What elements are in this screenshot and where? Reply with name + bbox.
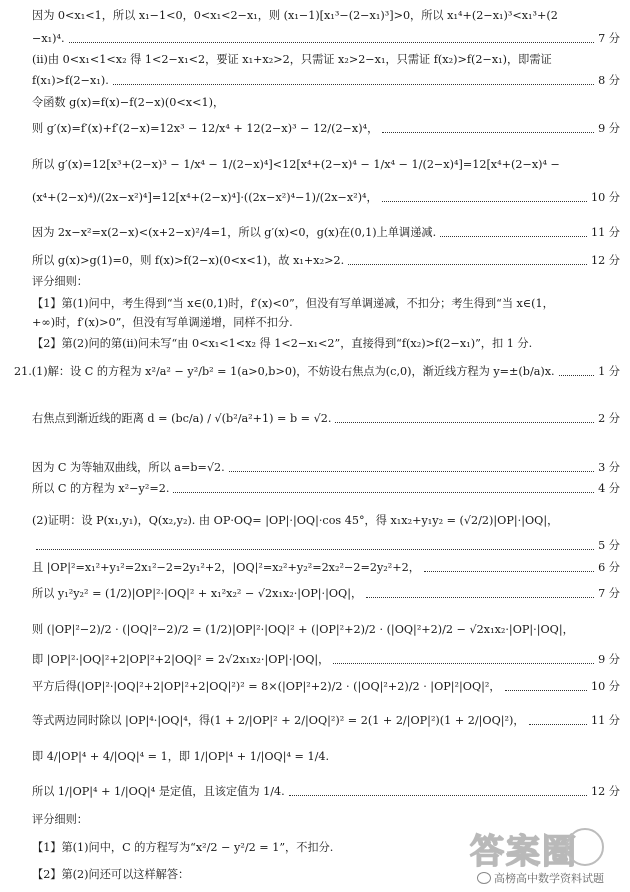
solution-line: 即 4/|OP|⁴ + 4/|OQ|⁴ = 1，即 1/|OP|⁴ + 1/|OQ|⁴ = 1/4. xyxy=(32,750,330,763)
score-label: 4 分 xyxy=(598,482,620,495)
solution-line: 且 |OP|²=x₁²+y₁²=2x₁²−2=2y₁²+2，|OQ|²=x₂²+y₂²=2x₂²−2=2y₂²+2， 6 分 xyxy=(32,561,620,574)
solution-line: 因为 0<x₁<1，所以 x₁−1<0，0<x₁<2−x₁，则 (x₁−1)[x₁³−(2−x₁)³]>0，所以 x₁⁴+(2−x₁)³<x₁³+(2 xyxy=(32,9,558,22)
solution-line: 则 g′(x)=f′(x)+f′(2−x)=12x³ − 12/x⁴ + 12(2−x)³ − 12/(2−x)⁴， 9 分 xyxy=(32,122,620,135)
score-label: 1 分 xyxy=(598,365,620,378)
solution-line xyxy=(32,538,620,554)
solution-line: (x⁴+(2−x)⁴)/(2x−x²)⁴]=12[x⁴+(2−x)⁴]·((2x−x²)⁴−1)/(2x−x²)⁴， 10 分 xyxy=(32,191,620,204)
solution-line: 则 (|OP|²−2)/2 · (|OQ|²−2)/2 = (1/2)|OP|²·|OQ|² + (|OP|²+2)/2 · (|OQ|²+2)/2 − √2x₁x₂·|OP|·|OQ|， xyxy=(32,623,574,636)
grading-note: 【2】第(2)问还可以这样解答： xyxy=(32,868,190,881)
score-label: 11 分 xyxy=(591,714,620,727)
watermark-caption xyxy=(477,870,604,886)
solution-line: 平方后得(|OP|²·|OQ|²+2|OP|²+2|OQ|²)² = 8×(|OP|²+2)/2 · (|OQ|²+2)/2 · |OP|²|OQ|²， 10 分 xyxy=(32,680,620,693)
score-label: 2 分 xyxy=(598,412,620,425)
solution-line: −x₁)⁴. 7 分 xyxy=(32,32,620,45)
solution-line: (ii)由 0<x₁<1<x₂ 得 1<2−x₁<2，要证 x₁+x₂>2，只需证 x₂>2−x₁，只需证 f(x₂)>f(2−x₁)，即需证 xyxy=(32,53,552,66)
question-21-line: 21.(1)解：设 C 的方程为 x²/a² − y²/b² = 1(a>0,b>0)，不妨设右焦点为(c,0)，渐近线方程为 y=±(b/a)x. 1 分 xyxy=(14,365,620,378)
watermark xyxy=(470,824,604,886)
watermark-logo: 答案圈 xyxy=(470,832,578,872)
score-label: 3 分 xyxy=(598,461,620,474)
grading-notes-heading: 评分细则： xyxy=(32,275,88,288)
score-label: 6 分 xyxy=(598,561,620,574)
grading-note: +∞)时，f′(x)>0”，但没有写单调递增，同样不扣分. xyxy=(32,316,293,329)
score-label: 7 分 xyxy=(598,587,620,600)
solution-line: f(x₁)>f(2−x₁). 8 分 xyxy=(32,74,620,87)
solution-line: 所以 g′(x)=12[x³+(2−x)³ − 1/x⁴ − 1/(2−x)⁴]<12[x⁴+(2−x)⁴ − 1/x⁴ − 1/(2−x)⁴]=12[x⁴+(2−x)⁴ − xyxy=(32,158,560,171)
solution-line: 因为 C 为等轴双曲线，所以 a=b=√2. 3 分 xyxy=(32,461,620,474)
score-label: 12 分 xyxy=(591,254,620,267)
score-label: 10 分 xyxy=(591,680,620,693)
grading-note: 【1】第(1)问中，考生得到“当 x∈(0,1)时，f′(x)<0”，但没有写单调递减，不扣分；考生得到“当 x∈(1， xyxy=(32,297,554,310)
score-label: 8 分 xyxy=(598,74,620,87)
solution-line: 所以 1/|OP|⁴ + 1/|OQ|⁴ 是定值，且该定值为 1/4. 12 分 xyxy=(32,785,620,798)
watermark-badge-icon xyxy=(566,828,604,866)
grading-note: 【1】第(1)问中，C 的方程写为“x²/2 − y²/2 = 1”，不扣分. xyxy=(32,841,334,854)
grading-note: 【2】第(2)问的第(ii)问未写“由 0<x₁<1<x₂ 得 1<2−x₁<2”，直接得到“f(x₂)>f(2−x₁)”，扣 1 分. xyxy=(32,337,533,350)
solution-line: 所以 C 的方程为 x²−y²=2. 4 分 xyxy=(32,482,620,495)
grading-notes-heading: 评分细则： xyxy=(32,813,88,826)
score-label: 5 分 xyxy=(598,539,620,552)
solution-line: 右焦点到渐近线的距离 d = (bc/a) / √(b²/a²+1) = b = √2. 2 分 xyxy=(32,412,620,425)
score-label: 9 分 xyxy=(598,122,620,135)
wechat-icon xyxy=(477,872,491,884)
solution-line: 等式两边同时除以 |OP|⁴·|OQ|⁴，得(1 + 2/|OP|² + 2/|OQ|²)² = 2(1 + 2/|OP|²)(1 + 2/|OQ|²)， 11 分 xyxy=(32,714,620,727)
score-label: 9 分 xyxy=(598,653,620,666)
solution-line: 因为 2x−x²=x(2−x)<(x+2−x)²/4=1，所以 g′(x)<0，g(x)在(0,1)上单调递减. 11 分 xyxy=(32,226,620,239)
solution-line: 令函数 g(x)=f(x)−f(2−x)(0<x<1)， xyxy=(32,96,225,109)
score-label: 7 分 xyxy=(598,32,620,45)
solution-line: 所以 g(x)>g(1)=0，则 f(x)>f(2−x)(0<x<1)，故 x₁+x₂>2. 12 分 xyxy=(32,254,620,267)
solution-line: 即 |OP|²·|OQ|²+2|OP|²+2|OQ|² = 2√2x₁x₂·|OP|·|OQ|， 9 分 xyxy=(32,653,620,666)
solution-line: (2)证明：设 P(x₁,y₁)，Q(x₂,y₂). 由 OP·OQ= |OP|·|OQ|·cos 45°，得 x₁x₂+y₁y₂ = (√2/2)|OP|·|OQ|， xyxy=(32,514,559,527)
watermark-caption-text: 高榜高中数学资料试题 xyxy=(494,872,604,885)
solution-line: 所以 y₁²y₂² = (1/2)|OP|²·|OQ|² + x₁²x₂² − √2x₁x₂·|OP|·|OQ|， 7 分 xyxy=(32,587,620,600)
score-label: 10 分 xyxy=(591,191,620,204)
score-label: 12 分 xyxy=(591,785,620,798)
score-label: 11 分 xyxy=(591,226,620,239)
